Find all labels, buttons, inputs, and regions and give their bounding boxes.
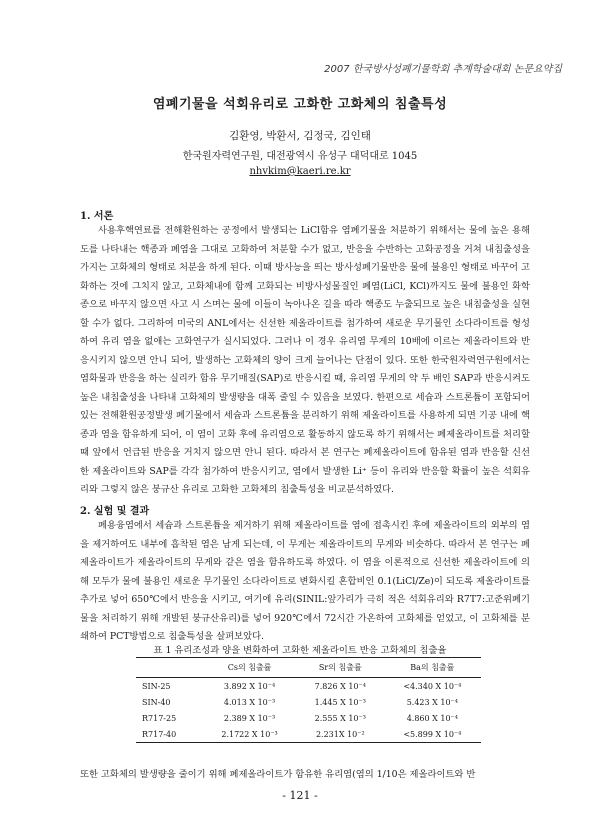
value-cell: <4.340 X 10⁻⁴ — [403, 681, 462, 691]
value-cell: 2.555 X 10⁻³ — [314, 713, 366, 723]
paper-title: 염폐기물을 석회유리로 고화한 고화체의 침출특성 — [152, 97, 448, 112]
value-cell: 4.860 X 10⁻⁴ — [406, 713, 458, 723]
sample-cell: R717-40 — [136, 726, 202, 743]
table-row — [136, 726, 481, 743]
author-email[interactable] — [0, 166, 600, 177]
value-cell: 3.892 X 10⁻⁴ — [223, 681, 276, 691]
value-cell: 7.826 X 10⁻⁴ — [314, 681, 366, 691]
sample-cell: SIN-25 — [142, 681, 171, 691]
header-cell: Sr의 침출률 — [297, 658, 384, 678]
value-cell: 4.013 X 10⁻³ — [223, 697, 276, 707]
section-heading-intro: 1. 서론 — [80, 211, 114, 222]
sample-cell: SIN-40 — [142, 697, 171, 707]
sample-cell: R717-25 — [142, 713, 177, 723]
header-cell: Ba의 침출률 — [384, 658, 481, 678]
value-cell: 1.445 X 10⁻³ — [314, 697, 366, 707]
table-row — [136, 694, 481, 710]
continuation-text: 또한 고화체의 발생량을 줄이기 위해 폐제올라이트가 함유한 유리염(염의 1/10은 제올라이트와 반 — [80, 769, 476, 780]
value-cell: 5.423 X 10⁻⁴ — [406, 697, 458, 707]
proceedings-header: 2007 한국방사성폐기물학회 추계학술대회 논문요약집 — [324, 64, 562, 75]
leaching-rate-table — [136, 657, 481, 743]
affiliation: 한국원자력연구원, 대전광역시 유성구 대덕대로 1045 — [182, 151, 418, 162]
header-cell: Cs의 침출률 — [202, 658, 297, 678]
table-header-row — [136, 658, 481, 678]
intro-paragraph: 사용후핵연료를 전해환원하는 공정에서 발생되는 LiCl함유 염폐기물을 처분하기 위해서는 물에 높은 용해도를 나타내는 핵종과 폐염을 그대로 고화하여 처분할 수가 없고, 반응을 수반하는 고화공정을 거쳐 내침출성을 가지는 고화체의 형태로 처분을 하게 된다. 이때 방사능을 띄는 방사성폐기물반응 물에 불용인 형태로 바꾸어 고화하는 것에 그치지 않고, 고화체내에 함께 고화되는 비방사성물질인 폐염(LiCl, KCl)까지도 물에 불용인 화학종으로 바꾸지 않으면 사고 시 스며는 물에 이들이 녹아나온 길을 따라 핵종도 누출되므로 높은 내침출성을 실현할 수가 없다. 그리하여 미국의 ANL에서는 신선한 제올라이트를 첨가하여 새로운 무기물인 소다라이트를 형성하여 유리 염을 없애는 고화연구가 실시되었다. 그러나 이 경우 유리염 무게의 10배에 이르는 제올라이트와 반응시키지 않으면 안니 되어, 발생하는 고화체의 양이 크게 늘어나는 단점이 있다. 또한 한국원자력연구원에서는 염화물과 반응을 하는 실리카 함유 무기매질(SAP)로 반응시킬 때, 유리염 무게의 약 두 배인 SAP과 반응시켜도 높은 내침출성을 나타내 고화체의 발생량을 대폭 줄일 수 있음을 보였다. 한편으로 세슘과 스트론튬이 포함되어 있는 전해환원공정발생 폐기물에서 세슘과 스트론튬을 분리하기 위해 제올라이트를 사용하게 되면 기공 내에 핵종과 염을 함유하게 되어, 이 염이 고화 후에 유리염으로 활동하지 않도록 하기 위해서는 폐제올라이트를 처리할 때 앞에서 언급된 반응을 거치지 않으면 안니 된다. 따라서 본 연구는 폐제올라이트에 함유된 염과 반응할 신선한 제올라이트와 SAP를 각각 첨가하여 반응시키고, 염에서 발생한 Li⁺ 등이 유리와 반응할 확률이 높은 석회유리와 그렇지 않은 붕규산 유리로 고화한 고화체의 침출특성을 비교분석하였다. — [80, 225, 530, 495]
author-list: 김환영, 박환서, 김정국, 김인태 — [229, 130, 371, 142]
table-row — [136, 678, 481, 695]
table-row — [136, 710, 481, 726]
methods-paragraph: 폐용융염에서 세슘과 스트론튬을 제거하기 위해 제올라이트를 염에 접촉시킨 후에 제올라이트의 외부의 염을 제거하여도 내부에 흡착된 염은 남게 되는데, 이 무게는 제올라이트의 무게와 비슷하다. 따라서 본 연구는 폐제올라이트가 제올라이트의 무게와 같은 염을 함유하도록 하였다. 이 염을 이론적으로 신선한 제올라이트에 의해 모두가 물에 불용인 새로운 무기물인 소다라이트로 변화시킬 혼합비인 0.1(LiCl/Ze)이 되도록 제올라이트를 추가로 넣어 650℃에서 반응을 시키고, 여기에 유리(SINIL:앞가리가 극히 적은 석회유리와 R7T7:고준위폐기물을 처리하기 위해 개발된 붕규산유리)를 넣어 920℃에서 72시간 가온하여 고화체를 얻었고, 이 고화체를 분쇄하여 PCT방법으로 침출특성을 살펴보았다. — [80, 520, 530, 642]
value-cell: 2.1722 X 10⁻³ — [202, 726, 297, 743]
value-cell: 2.389 X 10⁻³ — [223, 713, 276, 723]
section-heading-methods: 2. 실험 및 결과 — [80, 506, 150, 517]
email-link[interactable]: nhvkim@kaeri.re.kr — [249, 166, 351, 177]
value-cell: 2.231X 10⁻² — [297, 726, 384, 743]
table-caption: 표 1 유리조성과 양을 변화하여 고화한 제올라이트 반응 고화체의 침출율 — [153, 645, 447, 656]
header-cell — [136, 658, 202, 678]
value-cell: <5.899 X 10⁻⁴ — [384, 726, 481, 743]
page-number: - 121 - — [282, 789, 318, 802]
